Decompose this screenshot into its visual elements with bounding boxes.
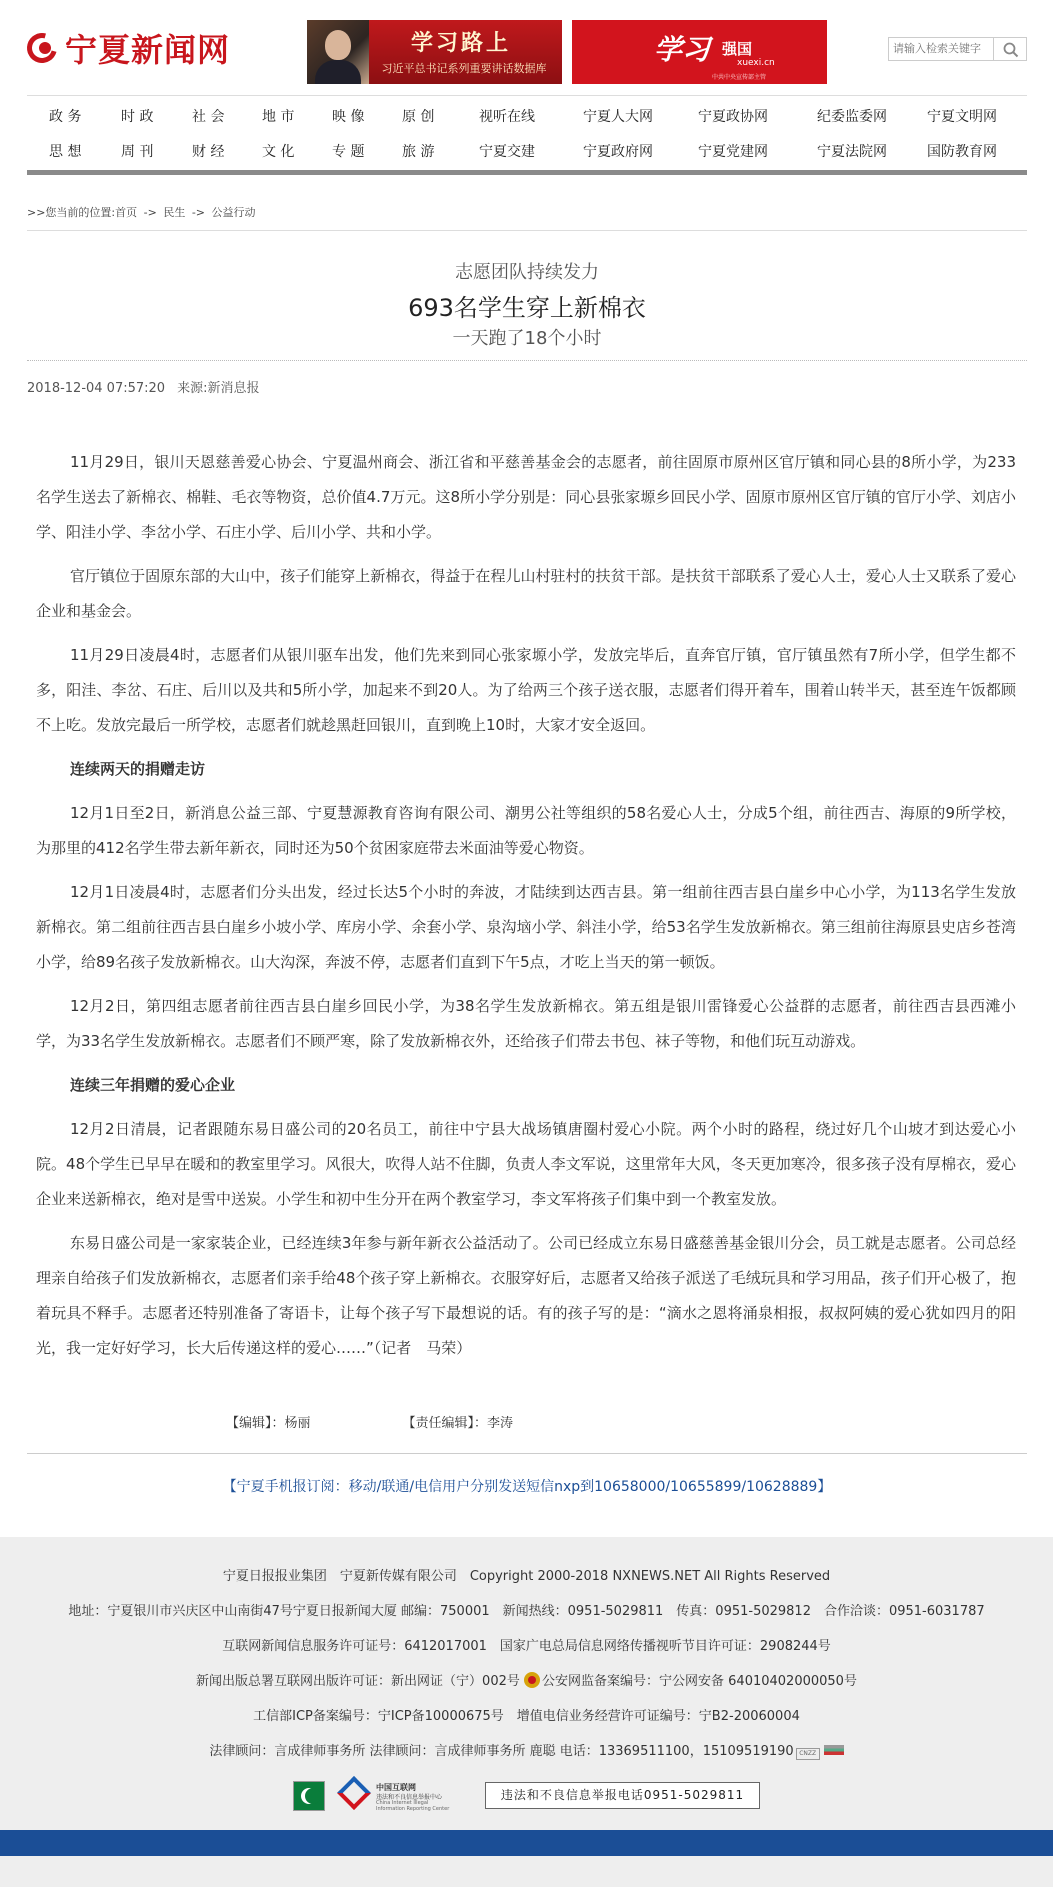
footer	[0, 1537, 1053, 1830]
footer-copyright: 宁夏日报报业集团 宁夏新传媒有限公司 Copyright 2000-2018 NXNEWS.NET All Rights Reserved	[222, 1569, 831, 1584]
report-center-icon	[337, 1776, 371, 1810]
logo-mark-icon	[27, 31, 61, 65]
chief-editor-name: 李涛	[487, 1416, 514, 1431]
study-banner[interactable]	[307, 20, 562, 84]
nav-item[interactable]: 专 题	[332, 144, 365, 160]
article-kicker: 志愿团队持续发力	[455, 262, 599, 283]
nav-item[interactable]: 宁夏文明网	[927, 109, 997, 125]
nav-item[interactable]: 宁夏人大网	[583, 109, 653, 125]
article-meta	[27, 377, 1027, 396]
footer-icp: 工信部ICP备案编号：宁ICP备10000675号 增值电信业务经营许可证编号：宁B2-20060004	[253, 1709, 800, 1724]
main-nav	[27, 95, 1027, 176]
editor-label: 【编辑】：	[226, 1416, 285, 1431]
article-paragraph: 12月1日凌晨4时，志愿者们分头出发，经过长达5个小时的奔波，才陆续到达西吉县。第一组前往西吉县白崖乡中心小学，为113名学生发放新棉衣。第二组前往西吉县白崖乡小坡小学、库房小学、余套小学、泉沟垴小学、斜洼小学，给53名学生发放新棉衣。第三组前往海原县史店乡苍湾小学，给89名孩子发放新棉衣。山大沟深，奔波不停，志愿者们直到下午5点，才吃上当天的第一顿饭。	[36, 883, 1016, 971]
report-center-name: 中国互联网	[376, 1783, 416, 1792]
xuexi-banner-brand: 强国	[722, 40, 753, 58]
nav-item[interactable]: 纪委监委网	[817, 109, 887, 125]
study-banner-title: 学习路上	[411, 31, 512, 56]
footer-publishing-license: 新闻出版总署互联网出版许可证：新出网证（宁）002号	[196, 1674, 520, 1689]
article-subheading: 连续两天的捐赠走访	[70, 760, 206, 778]
article-body	[36, 445, 1016, 1375]
xuexi-banner-title: 学习	[654, 33, 711, 66]
article-title: 693名学生穿上新棉衣	[408, 294, 646, 322]
article-paragraph: 11月29日，银川天恩慈善爱心协会、宁夏温州商会、浙江省和平慈善基金会的志愿者，前往固原市原州区官厅镇和同心县的8所小学，为233名学生送去了新棉衣、棉鞋、毛衣等物资，总价值4.7万元。这8所小学分别是：同心县张家塬乡回民小学、固原市原州区官厅镇的官厅小学、刘店小学、阳洼小学、李岔小学、石庄小学、后川小学、共和小学。	[36, 453, 1016, 541]
nav-item[interactable]: 文 化	[262, 144, 295, 160]
nav-item[interactable]: 宁夏政协网	[698, 109, 768, 125]
cnzz-icon[interactable]: CNZZ	[796, 1748, 820, 1760]
nav-item[interactable]: 宁夏交建	[479, 144, 535, 160]
report-hotline[interactable]: 违法和不良信息举报电话0951-5029811	[485, 1782, 760, 1809]
nav-item[interactable]: 宁夏法院网	[817, 144, 887, 160]
article-paragraph: 11月29日凌晨4时，志愿者们从银川驱车出发，他们先来到同心张家塬小学，发放完毕后，直奔官厅镇，官厅镇虽然有7所小学，但学生都不多，阳洼、李岔、石庄、后川以及共和5所小学，加起来不到20人。为了给两三个孩子送衣服，志愿者们得开着车，围着山转半天，甚至连午饭都顾不上吃。发放完最后一所学校，志愿者们就趁黑赶回银川，直到晚上10时，大家才安全返回。	[36, 646, 1016, 734]
divider	[27, 1453, 1027, 1454]
breadcrumb-home[interactable]: 首页	[115, 206, 138, 219]
nav-item[interactable]: 宁夏政府网	[583, 144, 653, 160]
breadcrumb-prefix: >>您当前的位置:	[27, 206, 116, 219]
nav-item[interactable]: 地 市	[262, 109, 295, 125]
article-source: 来源:新消息报	[177, 381, 260, 396]
editor-name: 杨丽	[284, 1416, 311, 1431]
footer-legal-text: 法律顾问：言成律师事务所 法律顾问：言成律师事务所 鹿聪 电话：13369511100，15109519190	[209, 1744, 794, 1759]
nav-item[interactable]: 旅 游	[402, 144, 435, 160]
xuexi-banner-note: 中共中央宣传部主管	[712, 74, 767, 81]
nav-row-2	[27, 135, 1027, 169]
nav-item[interactable]: 周 刊	[121, 144, 154, 160]
portrait-image	[307, 20, 369, 84]
article-paragraph: 12月2日清晨，记者跟随东易日盛公司的20名员工，前往中宁县大战场镇唐圈村爱心小院。两个小时的路程，绕过好几个山坡才到达爱心小院。48个学生已早早在暖和的教室里学习。风很大，吹得人站不住脚，负责人李文军说，这里常年大风，冬天更加寒冷，很多孩子没有厚棉衣，爱心企业来送新棉衣，绝对是雪中送炭。小学生和初中生分开在两个教室学习，李文军将孩子们集中到一个教室发放。	[36, 1120, 1016, 1208]
police-badge-icon	[524, 1672, 540, 1688]
nav-item[interactable]: 时 政	[121, 109, 154, 125]
article-paragraph: 官厅镇位于固原东部的大山中，孩子们能穿上新棉衣，得益于在程儿山村驻村的扶贫干部。是扶贫干部联系了爱心人士，爱心人士又联系了爱心企业和基金会。	[36, 567, 1016, 620]
breadcrumb-section[interactable]: 民生	[163, 206, 186, 219]
article-datetime: 2018-12-04 07:57:20	[27, 381, 166, 396]
nav-item[interactable]: 思 想	[49, 144, 82, 160]
nav-divider-bar	[27, 170, 1027, 175]
xuexi-banner[interactable]	[572, 20, 827, 84]
nav-item[interactable]: 原 创	[402, 109, 435, 125]
nav-item[interactable]: 政 务	[49, 109, 82, 125]
mobile-subscribe-link[interactable]: 【宁夏手机报订阅：移动/联通/电信用户分别发送短信nxp到10658000/10655899/10628889】	[222, 1479, 832, 1495]
chief-editor-label: 【责任编辑】：	[402, 1416, 488, 1431]
footer-police-record[interactable]: 公安网监备案编号：宁公网安备 64010402000050号	[542, 1674, 857, 1689]
breadcrumb	[27, 204, 1027, 220]
nav-item[interactable]: 社 会	[192, 109, 225, 125]
search-button[interactable]	[994, 37, 1027, 61]
nav-item[interactable]: 宁夏党建网	[698, 144, 768, 160]
breadcrumb-subsection[interactable]: 公益行动	[211, 206, 256, 219]
article-paragraph: 东易日盛公司是一家家装企业，已经连续3年参与新年新衣公益活动了。公司已经成立东易日盛慈善基金银川分会，员工就是志愿者。公司总经理亲自给孩子们发放新棉衣，志愿者们亲手给48个孩子穿上新棉衣。衣服穿好后，志愿者又给孩子派送了毛绒玩具和学习用品，孩子们开心极了，抱着玩具不释手。志愿者还特别准备了寄语卡，让每个孩子写下最想说的话。有的孩子写的是：“滴水之恩将涌泉相报，叔叔阿姨的爱心犹如四月的阳光，我一定好好学习，长大后传递这样的爱心……”（记者 马荣）	[36, 1234, 1016, 1357]
search-icon	[1003, 42, 1019, 58]
nav-item[interactable]: 视听在线	[479, 109, 535, 125]
bottom-bar	[0, 1830, 1053, 1856]
logo-text: 宁夏新闻网	[65, 31, 231, 69]
article-paragraph: 12月2日，第四组志愿者前往西吉县白崖乡回民小学，为38名学生发放新棉衣。第五组是银川雷锋爱心公益群的志愿者，前往西吉县西滩小学，为33名学生发放新棉衣。志愿者们不顾严寒，除了发放新棉衣外，还给孩子们带去书包、袜子等物，和他们玩互动游戏。	[36, 997, 1016, 1050]
article-paragraph: 12月1日至2日，新消息公益三部、宁夏慧源教育咨询有限公司、潮男公社等组织的58名爱心人士，分成5个组，前往西吉、海原的9所学校，为那里的412名学生带去新年新衣，同时还为50个贫困家庭带去米面油等爱心物资。	[36, 804, 1016, 857]
nav-item[interactable]: 映 像	[332, 109, 365, 125]
trust-site-icon[interactable]	[293, 1781, 325, 1811]
report-center-logo[interactable]	[340, 1779, 450, 1811]
divider	[27, 360, 1027, 361]
divider	[27, 230, 1027, 231]
footer-address: 地址：宁夏银川市兴庆区中山南街47号宁夏日报新闻大厦 邮编：750001 新闻热线：0951-5029811 传真：0951-5029812 合作洽谈：0951-6031787	[68, 1604, 985, 1619]
nav-item[interactable]: 财 经	[192, 144, 225, 160]
footer-license: 互联网新闻信息服务许可证号：6412017001 国家广电总局信息网络传播视听节目许可证：2908244号	[222, 1639, 831, 1654]
nav-row-1	[27, 100, 1027, 134]
breadcrumb-separator: ->	[143, 206, 157, 219]
study-banner-subtitle: 习近平总书记系列重要讲话数据库	[381, 62, 547, 75]
editor-credits	[226, 1412, 726, 1431]
article-subheading: 连续三年捐赠的爱心企业	[70, 1076, 236, 1094]
report-center-english: China Internet Illegal Information Reporting Center	[376, 1800, 450, 1812]
report-center-subname: 违法和不良信息举报中心	[376, 1794, 443, 1801]
footer-publishing	[0, 1670, 1053, 1689]
nav-item[interactable]: 国防教育网	[927, 144, 997, 160]
article-subtitle: 一天跑了18个小时	[452, 328, 602, 349]
bottom-spacer	[0, 1856, 1053, 1887]
footer-legal	[0, 1740, 1053, 1760]
search-input[interactable]	[888, 37, 994, 61]
xuexi-banner-domain: xuexi.cn	[737, 58, 775, 68]
site-logo[interactable]	[27, 26, 230, 70]
breadcrumb-separator: ->	[191, 206, 206, 219]
stats-flag-icon	[824, 1745, 844, 1755]
